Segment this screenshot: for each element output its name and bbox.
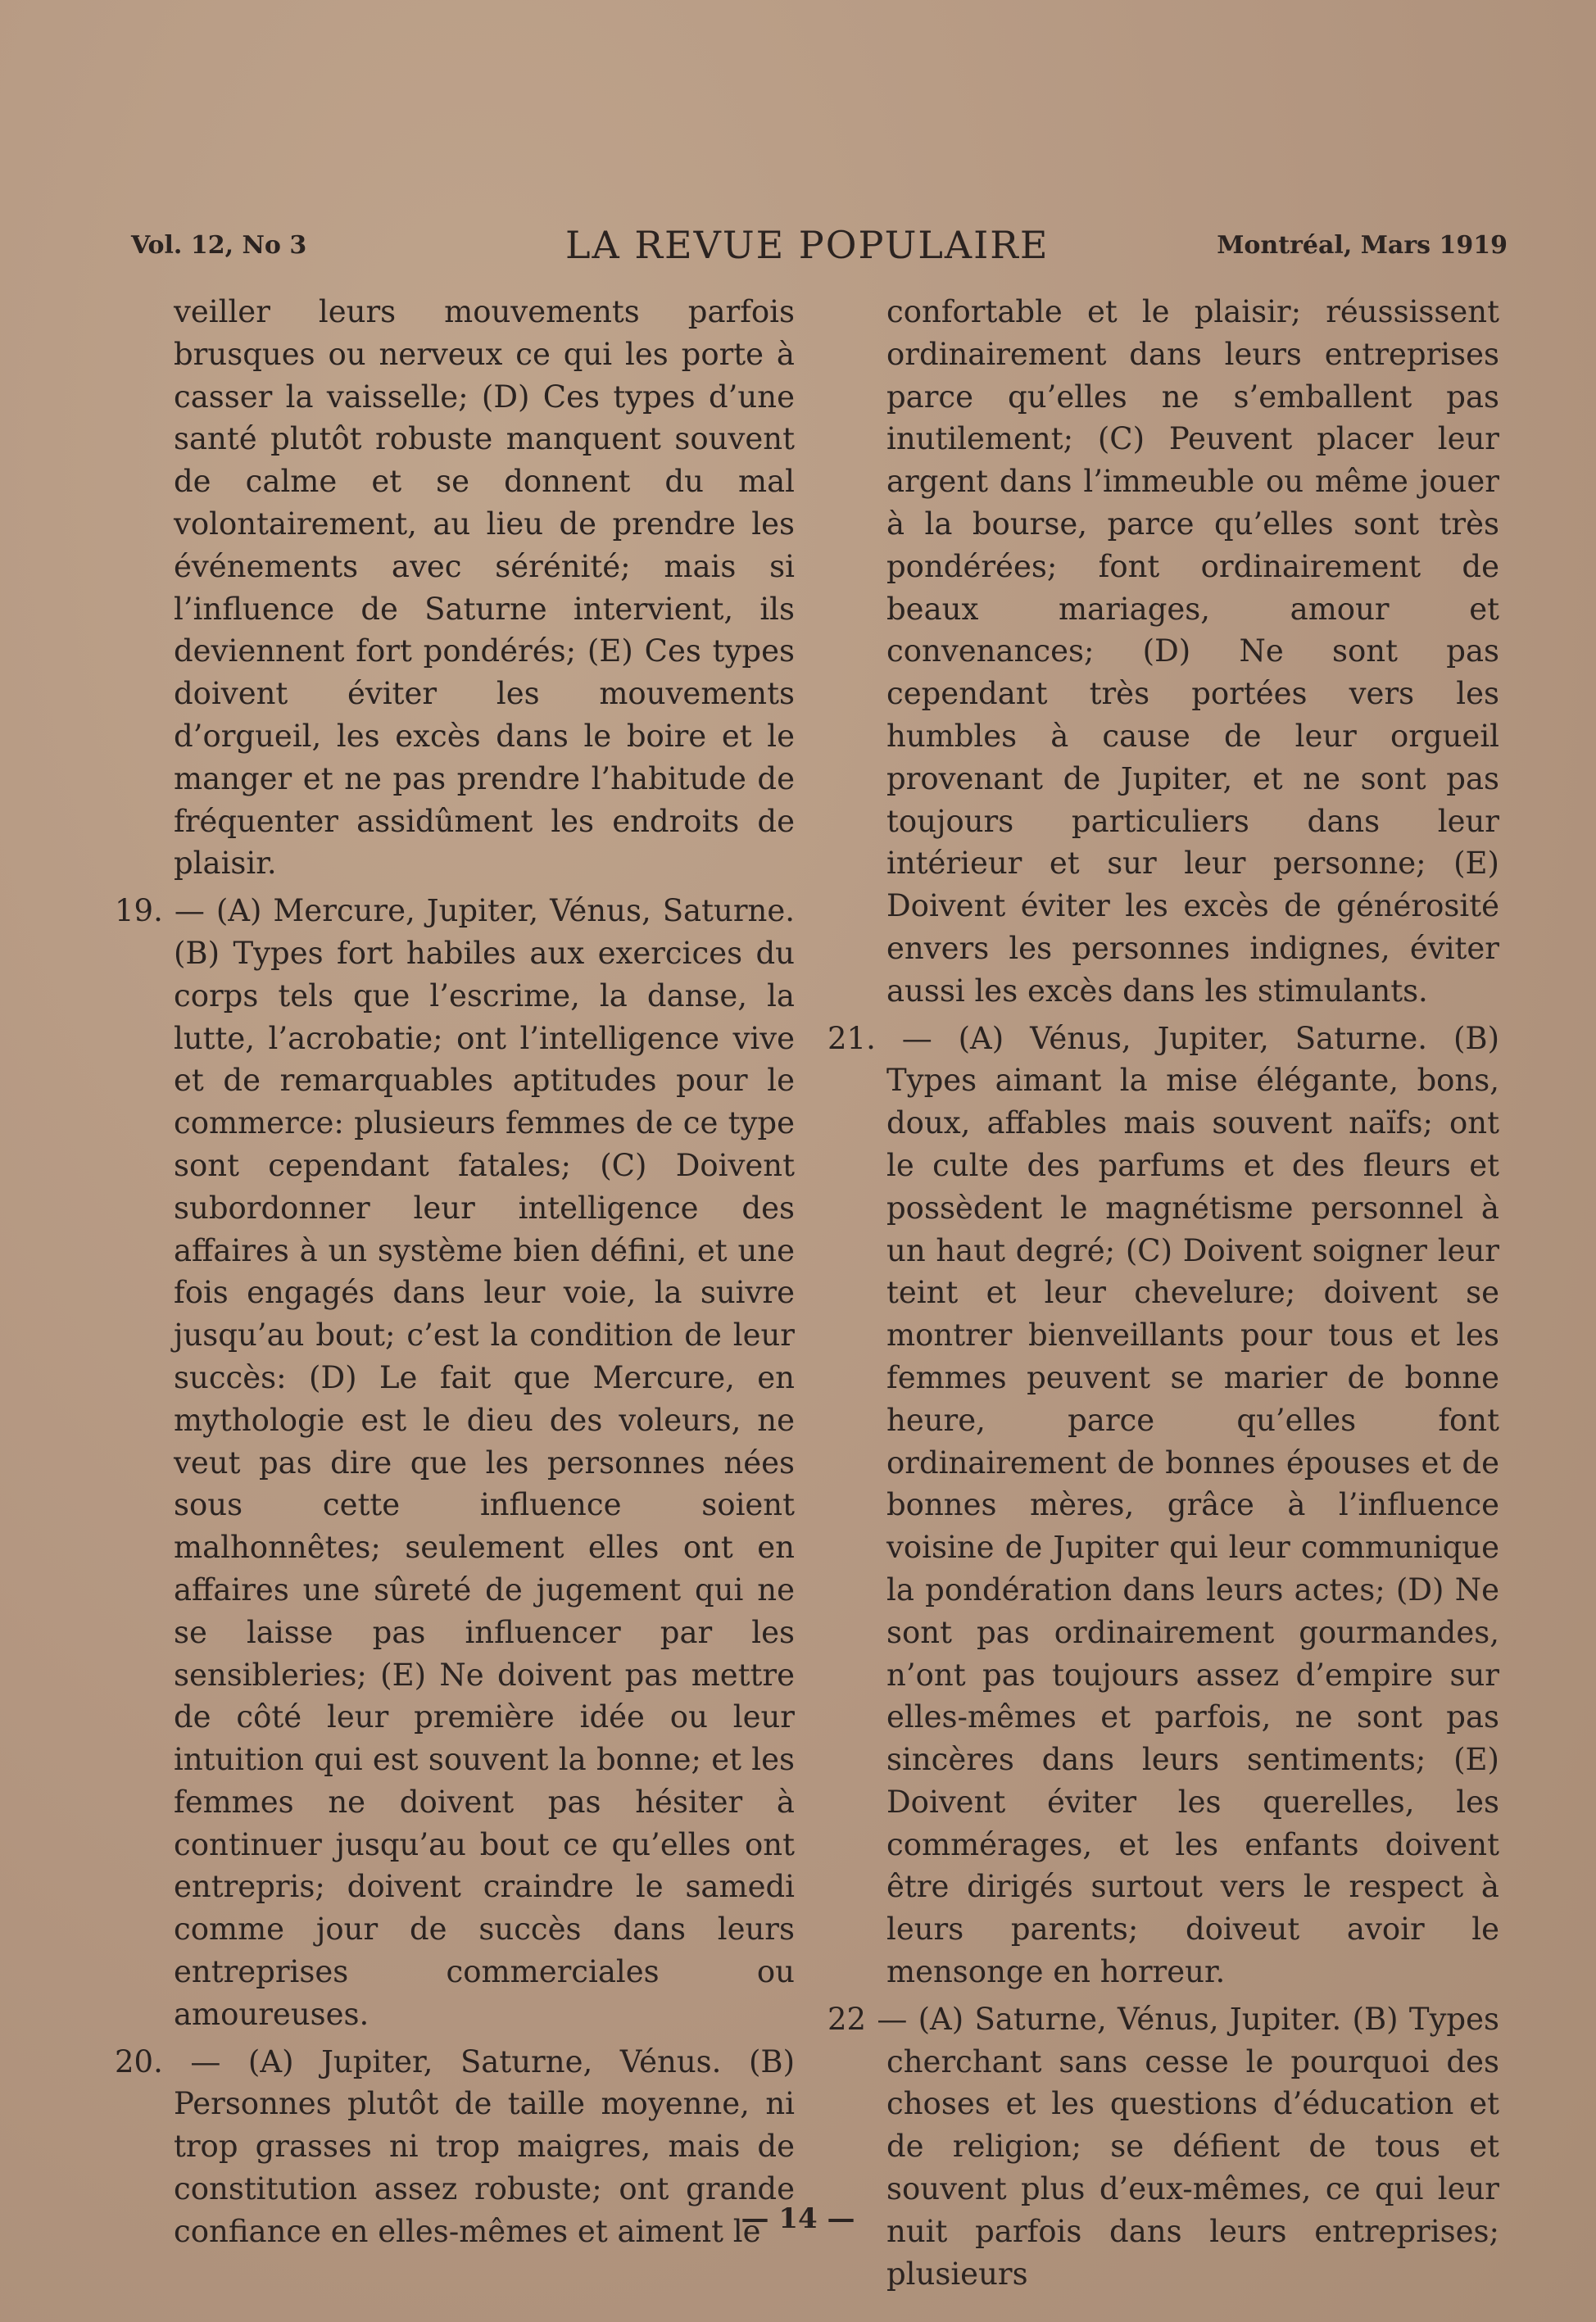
left-column (115, 291, 795, 2258)
paragraph-item-19: 19. — (A) Mercure, Jupiter, Vénus, Saturne. (B) Types fort habiles aux exercices du corps tels que l’escrime, la danse, la lutte, l’acrobatie; ont l’intelligence vive et de remarquables aptitudes pour le commerce: plusieurs femmes de ce type sont cependant fatales; (C) Doivent subordonner leur intelligence des affaires à un système bien défini, et une fois engagés dans leur voie, la suivre jusqu’au bout; c’est la condition de leur succès: (D) Le fait que Mercure, en mythologie est le dieu des voleurs, ne veut pas dire que les personnes nées sous cette influence soient malhonnêtes; seulement elles ont en affaires une sûreté de jugement qui ne se laisse pas influencer par les sensibleries; (E) Ne doivent pas mettre de côté leur première idée ou leur intuition qui est souvent la bonne; et les femmes ne doivent pas hésiter à continuer jusqu’au bout ce qu’elles ont entrepris; doivent craindre le samedi comme jour de succès dans leurs entreprises commerciales ou amoureuses. (115, 893, 795, 2032)
paragraph-item-20: 20. — (A) Jupiter, Saturne, Vénus. (B) Personnes plutôt de taille moyenne, ni trop grasses ni trop maigres, mais de constitution assez robuste; ont grande confiance en elles-mêmes et aiment le (115, 2043, 795, 2249)
volume-number: Vol. 12, No 3 (131, 231, 307, 260)
right-column (827, 291, 1499, 2300)
page-number: — 14 — (741, 2202, 855, 2235)
paragraph-item-22: 22 — (A) Saturne, Vénus, Jupiter. (B) Types cherchant sans cesse le pourquoi des choses et les questions d’éducation et de religion; se défient de tous et souvent plus d’eux-mêmes, ce qui leur nuit parfois dans leurs entreprises; plusieurs (827, 2001, 1499, 2292)
paragraph-continuation-left: veiller leurs mouvements parfois brusques ou nerveux ce qui les porte à casser la vaisselle; (D) Ces types d’une santé plutôt robuste manquent souvent de calme et se donnent du mal volontairement, au lieu de prendre les événements avec sérénité; mais si l’influence de Saturne intervient, ils deviennent fort pondérés; (E) Ces types doivent éviter les mouvements d’orgueil, les excès dans le boire et le manger et ne pas prendre l’habitude de fréquenter assidûment les endroits de plaisir. (174, 294, 795, 882)
paragraph-continuation-right: confortable et le plaisir; réussissent ordinairement dans leurs entreprises parce qu’elles ne s’emballent pas inutilement; (C) Peuvent placer leur argent dans l’immeuble ou même jouer à la bourse, parce qu’elles sont très pondérées; font ordinairement de beaux mariages, amour et convenances; (D) Ne sont pas cependant très portées vers les humbles à cause de leur orgueil provenant de Jupiter, et ne sont pas toujours particuliers dans leur intérieur et sur leur personne; (E) Doivent éviter les excès de générosité envers les personnes indignes, éviter aussi les excès dans les stimulants. (886, 294, 1499, 1009)
paragraph-item-21: 21. — (A) Vénus, Jupiter, Saturne. (B) Types aimant la mise élégante, bons, doux, affables mais souvent naïfs; ont le culte des parfums et des fleurs et possèdent le magnétisme personnel à un haut degré; (C) Doivent soigner leur teint et leur chevelure; doivent se montrer bienveillants pour tous et les femmes peuvent se marier de bonne heure, parce qu’elles font ordinairement de bonnes épouses et de bonnes mères, grâce à l’influence voisine de Jupiter qui leur communique la pondération dans leurs actes; (D) Ne sont pas ordinairement gourmandes, n’ont pas toujours assez d’empire sur elles-mêmes et parfois, ne sont pas sincères dans leurs sentiments; (E) Doivent éviter les querelles, les commérages, et les enfants doivent être dirigés surtout vers le respect à leurs parents; doiveut avoir le mensonge en horreur. (827, 1020, 1499, 1990)
publication-title: LA REVUE POPULAIRE (565, 223, 1050, 267)
page-header (123, 223, 1508, 288)
dateline: Montréal, Mars 1919 (1217, 231, 1508, 260)
